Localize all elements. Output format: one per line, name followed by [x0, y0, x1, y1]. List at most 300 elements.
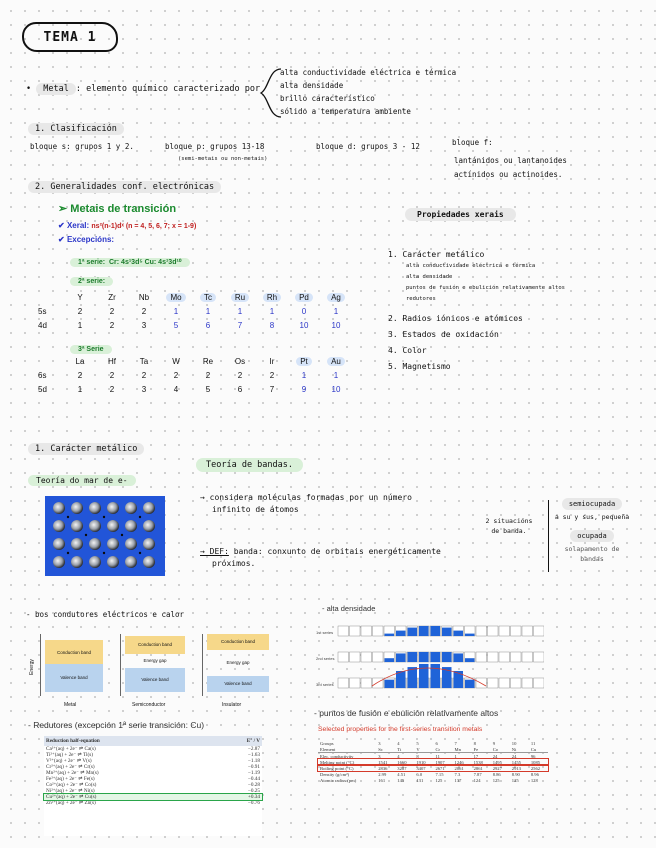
table-cell: Fe²⁺(aq) + 2e⁻ ⇌ Fe(s): [46, 776, 95, 782]
table-cell: 5: [205, 384, 211, 394]
density-bar: [385, 634, 395, 636]
element-cell: [338, 678, 349, 688]
table-cell: 4.51: [397, 771, 406, 777]
occ-desc: solapamento de bandas: [564, 545, 620, 563]
element-cell: [522, 652, 533, 662]
element-cell: [522, 678, 533, 688]
table-header: Os: [234, 356, 246, 366]
table-cell: 2836: [378, 765, 388, 771]
table-cell: Cr²⁺(aq) + 2e⁻ ⇌ Cr(s): [46, 764, 95, 770]
table-cell: 2: [173, 370, 179, 380]
table-cell: 10: [299, 320, 309, 330]
table-cell: 1: [454, 753, 457, 759]
table-cell: 2671: [435, 765, 445, 771]
density-row-label: 3rd series: [316, 682, 334, 687]
table-cell: 5: [173, 320, 179, 330]
general-formula: ns²(n-1)dˣ (n = 4, 5, 6, 7; x = 1-9): [91, 223, 197, 230]
density-bar: [408, 652, 418, 662]
general-config: [58, 221, 196, 230]
table-cell: Ni²⁺(aq) + 2e⁻ ⇌ Ni(s): [46, 788, 95, 794]
series1-badge: [70, 258, 190, 267]
table-cell: −0.91: [247, 764, 260, 770]
density-bar: [454, 653, 464, 662]
table-cell: 2.99: [378, 771, 387, 777]
table-cell: −0.25: [247, 788, 260, 794]
semiconductor-diagram: [120, 634, 185, 696]
density-bar: [408, 628, 418, 636]
page-title: [22, 22, 118, 52]
table-cell: −1.63: [247, 752, 260, 758]
table-cell: 7: [269, 384, 275, 394]
band-definition: [200, 546, 441, 570]
series1: [70, 258, 190, 266]
table-cell: 2: [109, 306, 115, 316]
energy-gap: Energy gap: [143, 658, 167, 663]
table-cell: 1: [333, 306, 339, 316]
table-cell: 9: [301, 384, 307, 394]
row-label: 5s: [38, 306, 47, 316]
table-cell: Co²⁺(aq) + 2e⁻ ⇌ Co(s): [46, 782, 97, 788]
prop-subitem: alta conductividade eléctrica e térmica: [406, 263, 536, 269]
property-item: brillo característico: [280, 94, 375, 103]
element-cell: [534, 678, 545, 688]
density-bar: [419, 626, 429, 636]
table-header: 8: [473, 740, 476, 746]
def-text: próximos.: [212, 559, 256, 568]
table-row: [44, 800, 262, 806]
table-header: Hf: [108, 356, 116, 366]
table-cell: 10: [331, 384, 341, 394]
density-bar: [419, 652, 429, 662]
table-cell: 1660: [397, 759, 407, 765]
element-cell: [361, 626, 372, 636]
occ-title: ocupada: [570, 530, 614, 542]
table-cell: 1910: [416, 759, 426, 765]
insulator-diagram: [202, 634, 269, 696]
density-chart: [316, 620, 544, 696]
check-icon: ✔: [58, 235, 65, 244]
table-cell: 2: [109, 320, 115, 330]
sea-title-text: Teoría do mar de e-: [28, 475, 136, 486]
conduction-band: Conduction band: [45, 640, 103, 666]
page-title-text: TEMA 1: [43, 29, 97, 45]
density-bar: [465, 680, 475, 688]
table-cell: 1455: [511, 759, 521, 765]
band-theory-text: [200, 492, 412, 516]
table-row: [38, 318, 352, 332]
block-p: bloque p: grupos 13-18: [165, 142, 265, 151]
table-cell: 137: [454, 777, 462, 783]
series1-text: Cr: 4s¹3d⁵ Cu: 4s¹3d¹⁰: [109, 259, 182, 266]
table-cell: V: [416, 746, 420, 752]
table-cell: 4: [173, 384, 179, 394]
table-cell: 2562: [530, 765, 541, 771]
table-header: Mo: [166, 293, 185, 302]
intro-term: Metal: [36, 83, 76, 95]
element-cell: [373, 678, 384, 688]
table-cell: 131: [416, 777, 424, 783]
prop-subitem: puntos de fusión e ebulición relativamente altos: [406, 285, 565, 291]
element-cell: [499, 652, 510, 662]
metals-title: [58, 202, 196, 215]
table-header: Pd: [295, 293, 313, 302]
table-row: [38, 382, 352, 396]
block-f: bloque f:: [452, 138, 493, 147]
config-heading: [28, 182, 221, 192]
electron-sea-lattice: [45, 496, 165, 576]
element-cell: [488, 678, 499, 688]
table-header: 5: [416, 740, 419, 746]
element-cell: [338, 626, 349, 636]
config-heading-text: 2. Generalidades conf. electrónicas: [28, 181, 221, 193]
band-types: [552, 498, 632, 564]
metallic-heading: [28, 444, 144, 454]
intro-definition: • Metal : elemento químico caracterizado por: [26, 84, 261, 94]
row-label: 5d: [38, 384, 47, 394]
conduction-band: Conduction band: [207, 634, 269, 650]
element-cell: [350, 678, 361, 688]
element-cell: [361, 678, 372, 688]
valence-band: Valence band: [45, 664, 103, 692]
density-row-label: 1st series: [316, 630, 334, 635]
prop-subitem: redutores: [406, 296, 436, 302]
series2-label: [70, 278, 113, 285]
table-cell: Mn²⁺(aq) + 2e⁻ ⇌ Mn(s): [46, 770, 99, 776]
density-bar: [385, 658, 395, 662]
table-header: Ag: [327, 293, 345, 302]
table-header: W: [172, 356, 180, 366]
table-header: Groups: [320, 740, 334, 746]
prop-item: 5. Magnetismo: [388, 362, 451, 371]
table-cell: Fe: [473, 746, 479, 752]
band-diagrams: [28, 630, 280, 712]
table-cell: Cr: [435, 746, 441, 752]
reducers-title: - Redutores (excepción 1ª serie transición: Cu): [28, 720, 205, 730]
props-list: [388, 250, 565, 375]
element-cell: [488, 626, 499, 636]
table-cell: −2.87: [247, 746, 260, 752]
metals-title-text: Metais de transición: [70, 203, 177, 215]
property-item: alta densidade: [280, 81, 344, 90]
block-d: bloque d: grupos 3 - 12: [316, 142, 420, 151]
table-cell: 2: [205, 370, 211, 380]
row-label: 6s: [38, 370, 47, 380]
table-cell: 7: [237, 320, 243, 330]
table-cell: 2: [77, 306, 83, 316]
element-cell: [522, 626, 533, 636]
element-cell: [373, 626, 384, 636]
table-cell: Cu²⁺(aq) + 2e⁻ ⇌ Cu(s): [46, 794, 97, 800]
table-cell: +0.34: [247, 794, 260, 800]
table-header: Y: [77, 292, 83, 302]
table-cell: 2: [109, 384, 115, 394]
table-cell: 1907: [435, 759, 445, 765]
table-row: [38, 290, 352, 304]
element-cell: [534, 626, 545, 636]
element-cell: [476, 626, 487, 636]
band-caption: Metal: [64, 702, 77, 708]
table-cell: 3407: [416, 765, 426, 771]
density-bar: [396, 631, 406, 636]
element-cell: [488, 652, 499, 662]
block-f-item: actínidos ou actinoides.: [454, 170, 563, 179]
melting-table-title: Selected properties for the first-series transition metals: [318, 726, 483, 733]
table-cell: −1.18: [247, 758, 260, 764]
table-cell: 125: [435, 777, 443, 783]
electron-sea-diagram: [45, 496, 165, 576]
table-cell: 6.0: [416, 771, 423, 777]
table-row: [38, 354, 352, 368]
block-p-note: (semi-metais ou non-metais): [178, 156, 268, 162]
general-label: Xeral:: [66, 221, 90, 230]
table-header: Tc: [200, 293, 216, 302]
table-cell: Mn: [454, 746, 461, 752]
density-bar: [419, 664, 429, 688]
table-cell: 6: [237, 384, 243, 394]
table-header: Ru: [231, 293, 249, 302]
table-header: E° / V: [246, 738, 260, 744]
density-bar: [385, 680, 395, 688]
table-cell: 145: [397, 777, 405, 783]
band-line: infinito de átomos: [212, 505, 299, 514]
conduction-band: Conduction band: [125, 636, 185, 654]
table-cell: −1.19: [247, 770, 260, 776]
table-header: Ta: [139, 356, 149, 366]
semi-desc: a su y sus, pequeña: [554, 513, 630, 521]
density-bar: [442, 628, 452, 636]
table-cell: 2: [77, 370, 83, 380]
prop-item: 1. Carácter metálico: [388, 250, 485, 259]
table-header: Au: [327, 357, 345, 366]
semi-title: semiocupada: [562, 498, 622, 510]
prop-sublist: [406, 261, 565, 305]
table-cell: 1: [333, 370, 339, 380]
table-cell: 96: [530, 753, 536, 759]
density-bar: [431, 626, 441, 636]
band-caption: Insulator: [222, 702, 242, 708]
redox-table: [44, 736, 262, 806]
table-cell: 1: [173, 306, 179, 316]
density-bar: [431, 664, 441, 688]
table-header: 6: [435, 740, 438, 746]
table-cell: 24: [492, 753, 498, 759]
conductors-title: - bos condutores eléctricos e calor: [26, 610, 185, 619]
table-cell: 8.86: [492, 771, 501, 777]
table-cell: 8: [416, 753, 419, 759]
table-header: 4: [397, 740, 400, 746]
metallic-heading-text: 1. Carácter metálico: [28, 443, 144, 455]
element-cell: [534, 652, 545, 662]
row-label: Boiling point (°C): [320, 765, 354, 771]
density-bar: [454, 631, 464, 636]
table-cell: 10: [331, 320, 341, 330]
table-cell: Zn²⁺(aq) + 2e⁻ ⇌ Zn(s): [46, 800, 96, 806]
prop-item: 2. Radios iónicos e atómicos: [388, 314, 523, 323]
table-cell: −0.28: [247, 782, 260, 788]
table-cell: 2913: [511, 765, 521, 771]
density-bar: [431, 652, 441, 662]
band-title-text: Teoría de bandas.: [196, 458, 303, 472]
row-label: 4d: [38, 320, 47, 330]
table-row: [38, 368, 352, 382]
row-label: Density (g/cm³): [320, 771, 350, 777]
table-cell: 128: [530, 777, 538, 783]
table-cell: 2061: [454, 765, 464, 771]
intro-definition-text: : elemento químico caracterizado por: [75, 84, 261, 94]
table-cell: 11: [435, 753, 440, 759]
melting-title: - puntos de fusión e ebulición relativamente altos: [314, 708, 499, 718]
exceptions: [58, 235, 196, 244]
table-header: Rh: [263, 293, 281, 302]
metal-diagram: [40, 634, 103, 696]
density-figure: [316, 620, 544, 696]
density-bar: [454, 671, 464, 688]
table-header: 9: [492, 740, 495, 746]
table-header: Reduction half-equation: [46, 738, 100, 744]
table-header: 7: [454, 740, 457, 746]
table-cell: 1: [301, 370, 307, 380]
table-cell: 1085: [530, 759, 541, 765]
table-cell: 161: [378, 777, 386, 783]
divider: [548, 500, 549, 572]
table-cell: 1538: [473, 759, 483, 765]
series2-table: [38, 290, 352, 332]
table-cell: 8: [269, 320, 275, 330]
table-cell: 7.15: [435, 771, 444, 777]
table-cell: 1495: [492, 759, 502, 765]
table-cell: Ti: [397, 746, 402, 752]
block-s: bloque s: grupos 1 y 2.: [30, 142, 134, 151]
series3-label-text: 3ª Serie: [70, 345, 112, 354]
arrow-icon: ➢: [58, 203, 68, 215]
element-cell: [476, 652, 487, 662]
redox-table-wrap: [44, 736, 262, 836]
table-cell: Ni: [511, 746, 517, 752]
table-cell: 17: [473, 753, 479, 759]
table-header: Re: [202, 356, 214, 366]
table-cell: 3: [141, 320, 147, 330]
density-title: - alta densidade: [322, 604, 376, 613]
table-cell: Sc: [378, 746, 383, 752]
table-cell: −0.76: [247, 800, 260, 806]
table-cell: 7.3: [454, 771, 461, 777]
energy-label: Energy: [28, 659, 35, 675]
table-row: [318, 777, 548, 783]
valence-band: Valence band: [125, 668, 185, 692]
series1-label: 1ª serie:: [78, 259, 106, 266]
table-cell: 0: [301, 306, 307, 316]
density-bar: [442, 652, 452, 662]
element-cell: [361, 652, 372, 662]
exceptions-label: Excepcións:: [66, 235, 115, 244]
table-cell: 3287: [397, 765, 407, 771]
block-f-item: lantánidos ou lantanoides: [454, 156, 567, 165]
table-cell: 6: [205, 320, 211, 330]
table-cell: Element: [320, 746, 336, 752]
series2-label-text: 2ª serie:: [70, 277, 113, 286]
table-header: Nb: [138, 292, 150, 302]
prop-item: 3. Estados de oxidación: [388, 330, 499, 339]
table-cell: 124: [473, 777, 481, 783]
element-cell: [499, 678, 510, 688]
table-cell: 24: [511, 753, 517, 759]
element-cell: [338, 652, 349, 662]
table-cell: Ca²⁺(aq) + 2e⁻ ⇌ Ca(s): [46, 746, 96, 752]
density-bar: [465, 634, 475, 636]
element-cell: [350, 652, 361, 662]
table-row: [38, 304, 352, 318]
def-label: → DEF:: [200, 547, 229, 556]
table-cell: V²⁺(aq) + 2e⁻ ⇌ V(s): [46, 758, 92, 764]
element-cell: [350, 626, 361, 636]
density-bar: [396, 653, 406, 662]
prop-subitem: alta densidade: [406, 274, 453, 280]
melting-table: [318, 740, 548, 783]
props-heading-text: Propiedades xerais: [405, 208, 516, 221]
energy-gap: Energy gap: [226, 660, 250, 665]
element-cell: [511, 652, 522, 662]
row-label: Atomic radius (pm): [320, 777, 357, 783]
table-cell: 1541: [378, 759, 388, 765]
sea-title: [28, 476, 136, 485]
property-item: sólido a temperatura ambiente: [280, 107, 411, 116]
table-cell: 8.90: [511, 771, 520, 777]
table-header: 3: [378, 740, 381, 746]
table-cell: 4: [397, 753, 400, 759]
table-cell: 125: [492, 777, 500, 783]
property-item: alta conductividade eléctrica e térmica: [280, 68, 457, 77]
band-line: → considera moléculas formadas por un número: [200, 493, 412, 502]
band-title: [196, 460, 303, 470]
table-header: Pt: [296, 357, 312, 366]
table-cell: 1: [269, 306, 275, 316]
table-cell: 2861: [473, 765, 483, 771]
row-label: Melting point (°C): [320, 759, 355, 765]
intro-properties: [280, 66, 456, 118]
table-header: La: [75, 356, 85, 366]
density-row-label: 2nd series: [316, 656, 335, 661]
element-cell: [511, 626, 522, 636]
table-cell: 2: [141, 306, 147, 316]
table-cell: 1: [205, 306, 211, 316]
table-cell: 2927: [492, 765, 502, 771]
element-cell: [373, 652, 384, 662]
table-cell: −0.44: [247, 776, 260, 782]
element-cell: [499, 626, 510, 636]
table-cell: 2: [109, 370, 115, 380]
series3-table: [38, 354, 352, 396]
table-cell: 2: [141, 370, 147, 380]
table-header: Ir: [269, 356, 275, 366]
prop-item: 4. Color: [388, 346, 427, 355]
density-bar: [465, 658, 475, 662]
classification-heading: [28, 124, 124, 134]
table-header: 10: [511, 740, 517, 746]
band-situations: 2 situacións de banda.: [485, 517, 533, 535]
table-cell: 125: [511, 777, 519, 783]
valence-band: Valence band: [207, 676, 269, 692]
table-cell: 3: [141, 384, 147, 394]
block-f-items: [454, 154, 567, 182]
table-header: Zr: [108, 292, 116, 302]
element-cell: [511, 678, 522, 688]
table-cell: 3: [378, 753, 381, 759]
band-caption: Semiconductor: [132, 702, 166, 708]
table-cell: 2: [237, 370, 243, 380]
table-cell: 1246: [454, 759, 464, 765]
table-header: 11: [530, 740, 536, 746]
table-cell: Co: [492, 746, 499, 752]
